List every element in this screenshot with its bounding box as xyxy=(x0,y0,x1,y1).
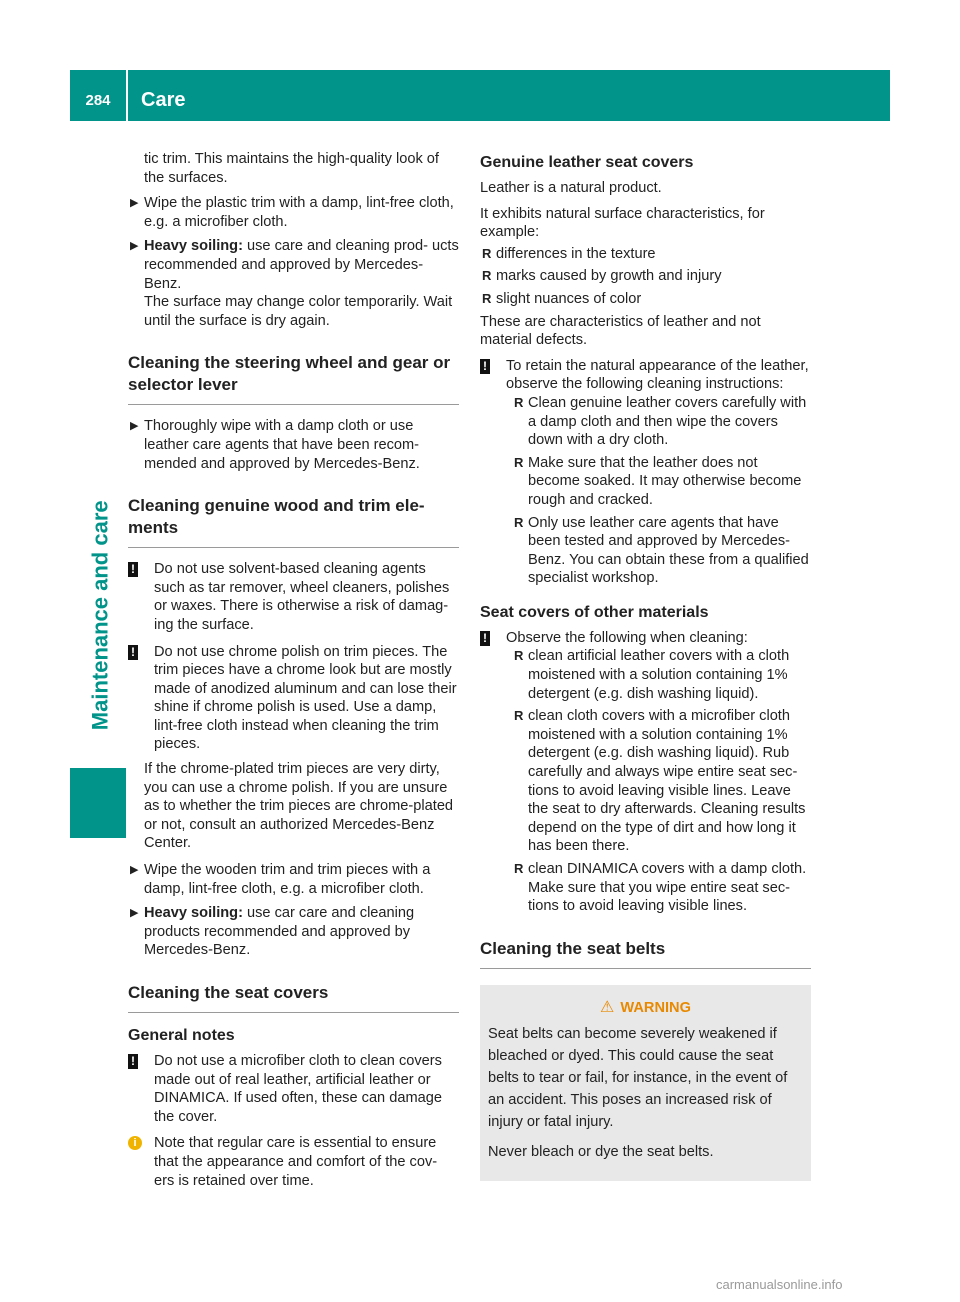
step-text: Wipe the plastic trim with a damp, lint-free cloth, e.g. a microfiber cloth. xyxy=(144,195,454,230)
list-item xyxy=(512,860,811,916)
chapter-title: Care xyxy=(141,89,186,111)
list-item-text: clean cloth covers with a microfiber cloth moistened with a solution containing 1% detergent (e.g. dish washing liquid). Rub carefully and always wipe entire seat sec- tions to avoid leaving visible lines. Leave the seat to dry afterwards. Cleaning results depend on the type of dirt and how long it has been there. xyxy=(528,708,806,855)
step-text: Wipe the wooden trim and trim pieces with a damp, lint-free cloth, e.g. a microfiber cloth. xyxy=(144,862,431,897)
r-bullet-icon: R xyxy=(514,514,524,530)
right-column xyxy=(480,150,811,1181)
section-heading-belts: Cleaning the seat belts xyxy=(480,938,811,969)
warning-text: Seat belts can become severely weakened if bleached or dyed. This could cause the seat belts to tear or fail, for instance, in the event of an accident. This poses an increased risk of injury or fatal injury. xyxy=(488,1025,788,1130)
intro-text: tic trim. This maintains the high-quality look of the surfaces. xyxy=(144,151,439,186)
list-item-text: clean artificial leather covers with a cloth moistened with a solution containing 1% detergent (e.g. dish washing liquid). xyxy=(528,648,790,702)
subsection-heading-general: General notes xyxy=(128,1027,235,1044)
warning-text: Never bleach or dye the seat belts. xyxy=(488,1143,714,1160)
step-item xyxy=(128,861,459,898)
subsection-heading-other: Seat covers of other materials xyxy=(480,603,709,621)
step-item xyxy=(128,194,459,231)
watermark: carmanualsonline.info xyxy=(716,1277,843,1292)
note-list xyxy=(496,394,811,588)
list-item-text: Only use leather care agents that have been tested and approved by Mercedes- Benz. You can obtain these from a qualified specialist workshop. xyxy=(528,514,809,587)
section-heading-seat: Cleaning the seat covers xyxy=(128,982,459,1013)
page-number: 284 xyxy=(85,92,111,110)
note-text: Do not use a microfiber cloth to clean covers made out of real leather, artificial leather or DINAMICA. If used often, these can damage the cover. xyxy=(154,1053,442,1125)
arrow-right-icon: ▶ xyxy=(130,864,139,877)
step-text: use car care and cleaning products recommended and approved by Mercedes-Benz. xyxy=(144,905,415,959)
list-item-text: differences in the texture xyxy=(496,245,656,262)
arrow-right-icon: ▶ xyxy=(130,907,139,920)
list-item xyxy=(512,647,811,703)
caution-note xyxy=(480,629,811,916)
warning-header xyxy=(488,997,803,1019)
list-item xyxy=(512,394,811,450)
r-bullet-icon: R xyxy=(514,708,524,724)
note-text: Do not use chrome polish on trim pieces. The trim pieces have a chrome look but are mostly made of anodized aluminum and can lose their shine if chrome polish is used. Use a damp, lint-free cloth instead when cleaning the trim pieces. xyxy=(154,643,457,753)
exclamation-icon: ! xyxy=(128,562,138,577)
list-item xyxy=(480,267,811,286)
step-item xyxy=(128,904,459,960)
list-item xyxy=(480,245,811,264)
paragraph: These are characteristics of leather and not material defects. xyxy=(480,313,761,349)
list-item-text: Make sure that the leather does not become soaked. It may otherwise become rough and cracked. xyxy=(528,454,802,508)
side-tab-label: Maintenance and care xyxy=(87,500,113,730)
warning-box xyxy=(480,985,811,1181)
note-text: To retain the natural appearance of the leather, observe the following cleaning instructions: xyxy=(506,357,809,393)
note-text: Do not use solvent-based cleaning agents such as tar remover, wheel cleaners, polishes or waxes. There is otherwise a risk of damag- ing the surface. xyxy=(154,561,450,633)
exclamation-icon: ! xyxy=(128,1054,138,1069)
r-bullet-icon: R xyxy=(514,861,524,876)
caution-note xyxy=(128,560,459,634)
exclamation-icon: ! xyxy=(480,631,490,646)
r-bullet-icon: R xyxy=(514,648,524,664)
arrow-right-icon: ▶ xyxy=(130,197,139,210)
exclamation-icon: ! xyxy=(128,645,138,660)
step-item xyxy=(128,237,459,330)
exclamation-icon: ! xyxy=(480,359,490,374)
left-column xyxy=(128,150,459,1198)
note-text: Observe the following when cleaning: xyxy=(506,629,748,646)
list-item-text: clean DINAMICA covers with a damp cloth. Make sure that you wipe entire seat sec- tions to avoid leaving visible lines. xyxy=(528,861,807,915)
caution-note xyxy=(128,1052,459,1126)
list-item xyxy=(512,707,811,856)
step-label: Heavy soiling: xyxy=(144,905,243,922)
r-bullet-icon: R xyxy=(514,454,524,470)
subsection-heading-leather: Genuine leather seat covers xyxy=(480,154,694,171)
list-item-text: slight nuances of color xyxy=(496,290,642,307)
arrow-right-icon: ▶ xyxy=(130,240,139,253)
note-list xyxy=(496,647,811,915)
caution-note xyxy=(128,643,459,854)
r-bullet-icon: R xyxy=(482,290,492,306)
step-text: use care and cleaning prod- ucts recommended and approved by Mercedes-Benz. xyxy=(144,238,459,292)
side-tab-marker xyxy=(70,768,126,838)
r-bullet-icon: R xyxy=(514,394,524,410)
paragraph: It exhibits natural surface characteristics, for example: xyxy=(480,205,765,241)
header-divider xyxy=(126,70,128,121)
list-item-text: Clean genuine leather covers carefully with a damp cloth and then wipe the covers down with a dry cloth. xyxy=(528,394,807,449)
section-heading-steering: Cleaning the steering wheel and gear or selector lever xyxy=(128,352,459,405)
step-label: Heavy soiling: xyxy=(144,238,243,255)
note-text: If the chrome-plated trim pieces are very dirty, you can use a chrome polish. If you are unsure as to whether the trim pieces are chrome-plated or not, consult an authorized Mercedes-Benz Center. xyxy=(144,761,454,852)
list-item xyxy=(512,454,811,510)
arrow-right-icon: ▶ xyxy=(130,420,139,433)
caution-note xyxy=(480,357,811,588)
paragraph: Leather is a natural product. xyxy=(480,180,662,196)
list-item xyxy=(480,290,811,309)
step-note: The surface may change color temporarily. Wait until the surface is dry again. xyxy=(144,294,453,329)
list-item-text: marks caused by growth and injury xyxy=(496,268,722,285)
list-item xyxy=(512,514,811,588)
warning-triangle-icon: ⚠ xyxy=(600,998,615,1016)
step-text: Thoroughly wipe with a damp cloth or use leather care agents that have been recom- mended and approved by Mercedes-Benz. xyxy=(144,418,420,472)
r-bullet-icon: R xyxy=(482,268,492,284)
info-icon: i xyxy=(128,1136,142,1150)
step-item xyxy=(128,417,459,473)
header-bar xyxy=(70,70,890,121)
r-bullet-icon: R xyxy=(482,245,492,261)
warning-title: WARNING xyxy=(620,999,691,1016)
side-tab xyxy=(86,480,116,750)
section-heading-wood: Cleaning genuine wood and trim ele- ments xyxy=(128,495,459,548)
info-note xyxy=(128,1134,459,1190)
note-text: Note that regular care is essential to ensure that the appearance and comfort of the cov- ers is retained over time. xyxy=(154,1135,438,1189)
